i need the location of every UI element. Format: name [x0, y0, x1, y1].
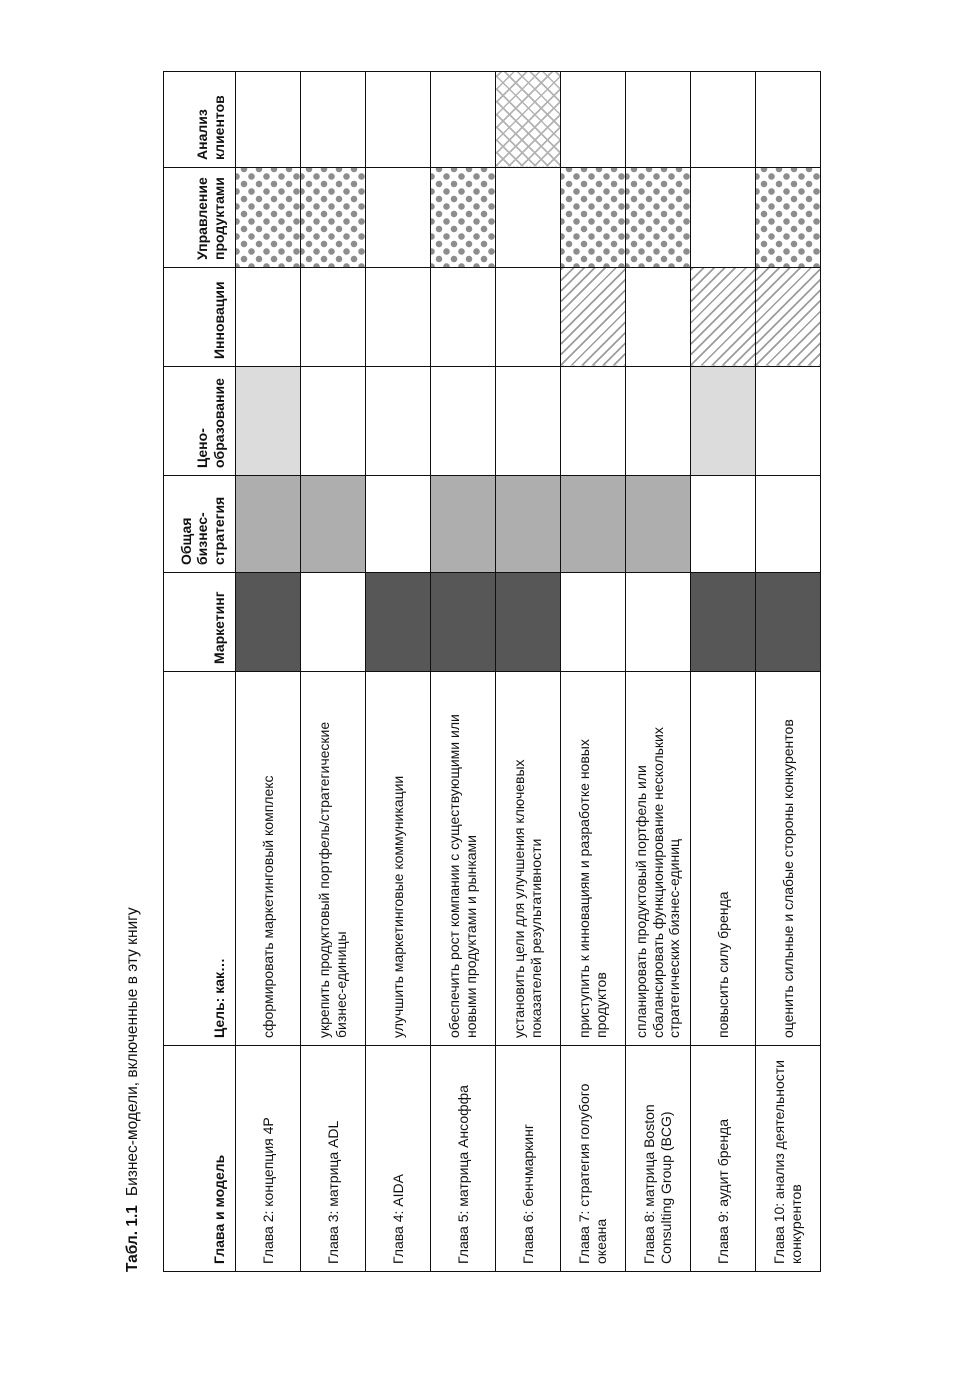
mark-cell-products	[236, 168, 301, 268]
mark-cell-marketing	[431, 573, 496, 672]
goal-cell: укрепить продуктовый портфель/стратегические бизнес-единицы	[301, 672, 366, 1046]
mark-cell-innovation	[756, 268, 821, 367]
table-row	[366, 72, 431, 1272]
mark-cell-products	[756, 168, 821, 268]
col-header-goal: Цель: как…	[164, 672, 236, 1046]
chapter-cell: Глава 2: концепция 4P	[236, 1046, 301, 1272]
mark-cell-innovation	[236, 268, 301, 367]
header-row	[164, 72, 236, 1272]
goal-cell: улучшить маркетинговые коммуникации	[366, 672, 431, 1046]
mark-cell-strategy	[301, 476, 366, 573]
goal-cell: оценить сильные и слабые стороны конкурентов	[756, 672, 821, 1046]
mark-cell-strategy	[626, 476, 691, 573]
mark-cell-products	[496, 168, 561, 268]
mark-cell-products	[366, 168, 431, 268]
mark-cell-customers	[301, 72, 366, 168]
chapter-cell: Глава 9: аудит бренда	[691, 1046, 756, 1272]
mark-cell-pricing	[301, 367, 366, 476]
table-row	[756, 72, 821, 1272]
mark-cell-customers	[626, 72, 691, 168]
mark-cell-marketing	[756, 573, 821, 672]
table-row	[561, 72, 626, 1272]
mark-cell-customers	[561, 72, 626, 168]
mark-cell-innovation	[691, 268, 756, 367]
mark-cell-innovation	[496, 268, 561, 367]
mark-cell-strategy	[236, 476, 301, 573]
table-caption	[124, 907, 142, 1272]
mark-cell-marketing	[496, 573, 561, 672]
mark-cell-products	[301, 168, 366, 268]
table-row	[431, 72, 496, 1272]
mark-cell-customers	[496, 72, 561, 168]
chapter-cell: Глава 3: матрица ADL	[301, 1046, 366, 1272]
chapter-cell: Глава 7: стратегия голубого океана	[561, 1046, 626, 1272]
mark-cell-marketing	[236, 573, 301, 672]
models-table	[163, 71, 821, 1272]
goal-cell: сформировать маркетинговый комплекс	[236, 672, 301, 1046]
mark-cell-pricing	[236, 367, 301, 476]
mark-cell-products	[626, 168, 691, 268]
col-header-innovation: Инновации	[164, 268, 236, 367]
mark-cell-strategy	[561, 476, 626, 573]
goal-cell: повысить силу бренда	[691, 672, 756, 1046]
mark-cell-pricing	[431, 367, 496, 476]
mark-cell-marketing	[561, 573, 626, 672]
mark-cell-strategy	[366, 476, 431, 573]
mark-cell-customers	[236, 72, 301, 168]
goal-cell: установить цели для улучшения ключевых показателей результативности	[496, 672, 561, 1046]
mark-cell-pricing	[626, 367, 691, 476]
col-header-chapter: Глава и модель	[164, 1046, 236, 1272]
mark-cell-customers	[756, 72, 821, 168]
table-caption-text: Бизнес-модели, включенные в эту книгу	[124, 907, 141, 1197]
table-row	[626, 72, 691, 1272]
mark-cell-innovation	[301, 268, 366, 367]
col-header-marketing: Маркетинг	[164, 573, 236, 672]
mark-cell-innovation	[561, 268, 626, 367]
mark-cell-pricing	[496, 367, 561, 476]
mark-cell-products	[691, 168, 756, 268]
mark-cell-marketing	[366, 573, 431, 672]
col-header-pricing: Цено-образование	[164, 367, 236, 476]
mark-cell-marketing	[691, 573, 756, 672]
chapter-cell: Глава 6: бенчмаркинг	[496, 1046, 561, 1272]
col-header-customers: Анализ клиентов	[164, 72, 236, 168]
chapter-cell: Глава 8: матрица Boston Consulting Group (BCG)	[626, 1046, 691, 1272]
mark-cell-products	[561, 168, 626, 268]
mark-cell-pricing	[561, 367, 626, 476]
mark-cell-customers	[366, 72, 431, 168]
mark-cell-products	[431, 168, 496, 268]
mark-cell-strategy	[431, 476, 496, 573]
chapter-cell: Глава 10: анализ деятельности конкурентов	[756, 1046, 821, 1272]
goal-cell: приступить к инновациям и разработке новых продуктов	[561, 672, 626, 1046]
chapter-cell: Глава 5: матрица Ансоффа	[431, 1046, 496, 1272]
mark-cell-pricing	[691, 367, 756, 476]
table-row	[236, 72, 301, 1272]
mark-cell-innovation	[366, 268, 431, 367]
mark-cell-marketing	[626, 573, 691, 672]
table-row	[301, 72, 366, 1272]
goal-cell: спланировать продуктовый портфель или сбалансировать функционирование нескольких стратегических бизнес-единиц	[626, 672, 691, 1046]
mark-cell-customers	[431, 72, 496, 168]
mark-cell-innovation	[626, 268, 691, 367]
goal-cell: обеспечить рост компании с существующими или новыми продуктами и рынками	[431, 672, 496, 1046]
col-header-strategy: Общая бизнес-стратегия	[164, 476, 236, 573]
mark-cell-customers	[691, 72, 756, 168]
mark-cell-pricing	[366, 367, 431, 476]
mark-cell-marketing	[301, 573, 366, 672]
mark-cell-strategy	[756, 476, 821, 573]
table-row	[496, 72, 561, 1272]
col-header-products: Управление продуктами	[164, 168, 236, 268]
mark-cell-strategy	[691, 476, 756, 573]
mark-cell-innovation	[431, 268, 496, 367]
mark-cell-pricing	[756, 367, 821, 476]
chapter-cell: Глава 4: AIDA	[366, 1046, 431, 1272]
table-caption-number: Табл. 1.1	[124, 1205, 141, 1272]
table-row	[691, 72, 756, 1272]
mark-cell-strategy	[496, 476, 561, 573]
